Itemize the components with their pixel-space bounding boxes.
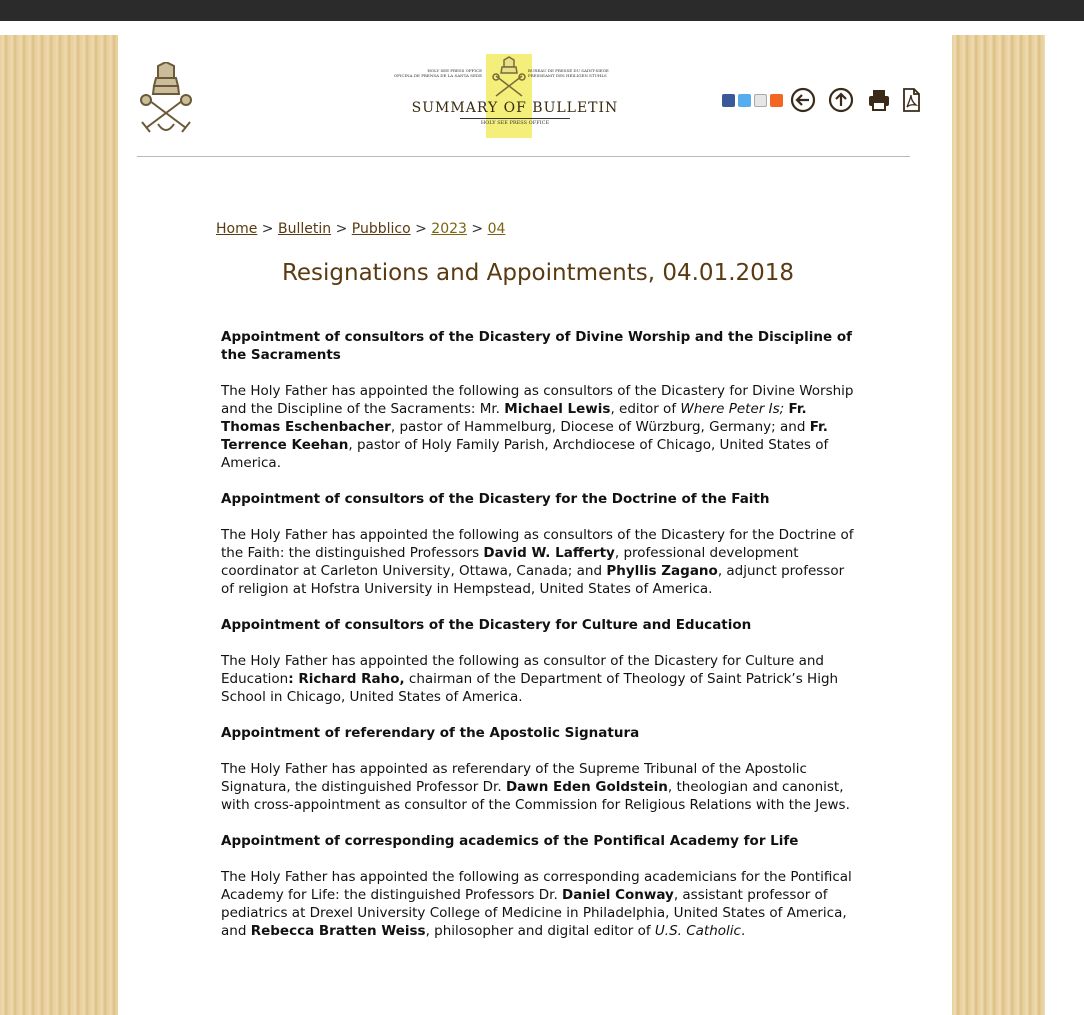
person-name: Dawn Eden Goldstein <box>505 779 668 795</box>
email-icon[interactable] <box>754 94 767 107</box>
twitter-icon[interactable] <box>738 94 751 107</box>
person-name: Fr. Terrence Keehan <box>221 419 828 453</box>
back-arrow-icon[interactable] <box>790 87 816 113</box>
breadcrumb-separator: > <box>415 221 427 237</box>
breadcrumb-year-link[interactable]: 2023 <box>431 221 467 237</box>
breadcrumb-separator: > <box>335 221 348 237</box>
paragraph-text: , pastor of Holy Family Parish, Archdiocese of Chicago, United States of America. <box>221 437 829 471</box>
paragraph-text: , philosopher and digital editor of <box>425 923 655 939</box>
section-paragraph-doctrine-faith <box>221 526 861 598</box>
header-divider <box>137 156 910 157</box>
pdf-icon[interactable] <box>898 87 924 113</box>
section-paragraph-divine-worship <box>221 382 861 472</box>
paragraph-text: , professional development coordinator at Carleton University, Ottawa, Canada; and <box>221 545 799 579</box>
breadcrumb-pubblico-link[interactable]: Pubblico <box>351 221 411 237</box>
paragraph-text: , pastor of Hammelburg, Diocese of Würzburg, Germany; and <box>390 419 810 435</box>
section-heading-academy-life: Appointment of corresponding academics of the Pontifical Academy for Life <box>221 833 799 849</box>
breadcrumb <box>216 221 505 237</box>
paragraph-text: chairman of the Department of Theology of Saint Patrick’s High School in Chicago, United States of America. <box>221 671 839 705</box>
section-heading-apostolic-signatura: Appointment of referendary of the Apostolic Signatura <box>221 725 640 741</box>
parchment-background-right <box>952 35 1045 1015</box>
section-paragraph-academy-life <box>221 868 861 940</box>
person-name: David W. Lafferty <box>483 545 615 561</box>
bulletin-header <box>380 52 650 142</box>
up-arrow-icon[interactable] <box>828 87 854 113</box>
breadcrumb-separator: > <box>261 221 274 237</box>
paragraph-text: The Holy Father has appointed the following as consultor of the Dicastery for Culture and Education <box>221 653 824 687</box>
publication-title: U.S. Catholic <box>654 923 741 939</box>
paragraph-text: , editor of <box>610 401 681 417</box>
paragraph-text: . <box>740 923 746 939</box>
press-office-label-left: HOLY SEE PRESS OFFICE OFICINA DE PRENSA DE LA SANTA SEDE <box>393 68 482 78</box>
breadcrumb-bulletin-link[interactable]: Bulletin <box>277 221 332 237</box>
breadcrumb-separator: > <box>471 221 484 237</box>
window-top-bar <box>0 0 1084 21</box>
parchment-background-left <box>0 35 118 1015</box>
papal-keys-emblem-icon <box>136 62 196 136</box>
person-name: Michael Lewis <box>504 401 611 417</box>
section-heading-culture-education: Appointment of consultors of the Dicastery for Culture and Education <box>221 617 752 633</box>
holy-see-seal-icon <box>486 56 532 100</box>
facebook-icon[interactable] <box>722 94 735 107</box>
breadcrumb-home-link[interactable]: Home <box>216 221 258 237</box>
paragraph-text: The Holy Father has appointed the following as consultors of the Dicastery for Divine Worship and the Discipline of the Sacraments: Mr. <box>221 383 854 417</box>
paragraph-text: The Holy Father has appointed the following as consultors of the Dicastery for the Doctrine of the Faith: the distinguished Professors <box>221 527 854 561</box>
person-name: Rebecca Bratten Weiss <box>250 923 426 939</box>
section-heading-divine-worship: Appointment of consultors of the Dicastery of Divine Worship and the Discipline of the Sacraments <box>221 329 852 363</box>
section-paragraph-culture-education <box>221 652 861 706</box>
section-heading-doctrine-faith: Appointment of consultors of the Dicastery for the Doctrine of the Faith <box>221 491 770 507</box>
person-name: Fr. Thomas Eschenbacher <box>221 401 807 435</box>
publication-title: Where Peter Is; <box>680 401 785 417</box>
page-title: Resignations and Appointments, 04.01.2018 <box>281 260 795 286</box>
paragraph-text: The Holy Father has appointed the following as corresponding academicians for the Pontifical Academy for Life: the distinguished Professors Dr. <box>221 869 852 903</box>
person-name: Phyllis Zagano <box>606 563 718 579</box>
bulletin-body <box>221 328 861 958</box>
bulletin-title: SUMMARY OF BULLETIN <box>411 100 619 116</box>
section-paragraph-apostolic-signatura <box>221 760 861 814</box>
paragraph-text: , assistant professor of pediatrics at Drexel University College of Medicine in Philadelphia, United States of America, and <box>221 887 847 939</box>
print-icon[interactable] <box>866 87 892 113</box>
rss-icon[interactable] <box>770 94 783 107</box>
person-name: : Richard Raho, <box>288 671 405 687</box>
paragraph-text: , theologian and canonist, with cross-appointment as consultor of the Commission for Religious Relations with the Jews. <box>221 779 850 813</box>
breadcrumb-month-link[interactable]: 04 <box>487 221 506 237</box>
paragraph-text: The Holy Father has appointed as referendary of the Supreme Tribunal of the Apostolic Signatura, the distinguished Professor Dr. <box>221 761 807 795</box>
bulletin-subtitle: HOLY SEE PRESS OFFICE <box>460 118 570 126</box>
paragraph-text: , adjunct professor of religion at Hofstra University in Hempstead, United States of America. <box>221 563 845 597</box>
press-office-label-right: BUREAU DE PRESSE DU SAINT-SIEGE PRESSEAMT DES HEILIGEN STUHLS <box>528 68 609 78</box>
share-toolbar <box>722 86 924 114</box>
person-name: Daniel Conway <box>562 887 674 903</box>
